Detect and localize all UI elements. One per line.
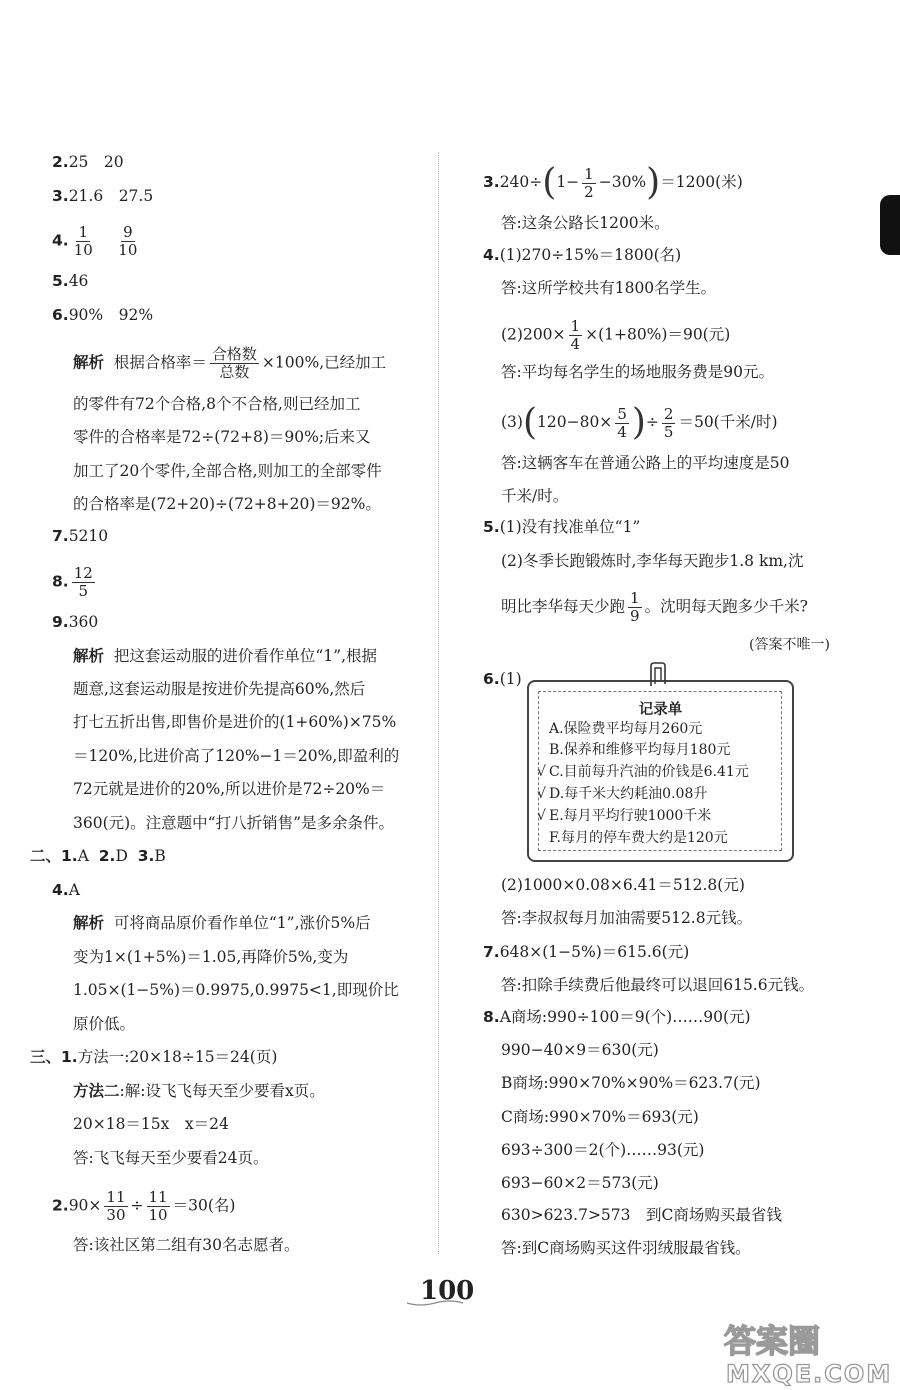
record-item: √ E.每月平均行驶1000千米 — [537, 808, 712, 824]
watermark-logo — [720, 1318, 898, 1388]
answer-sentence: 答:这条公路长1200米。 — [501, 214, 670, 232]
answer-sentence: 答:李叔叔每月加油需要512.8元钱。 — [501, 909, 753, 927]
answer-r5: 5.(1)没有找准单位“1” — [483, 518, 641, 536]
answer-6: 6.90% 92% — [52, 306, 154, 324]
problem-line: 明比李华每天少跑 $\frac{1}{9}$ 。沈明每天跑多少千米? — [501, 589, 808, 625]
fraction: $\frac{9}{10}$ — [118, 223, 138, 259]
answer-5: 5.46 — [52, 272, 89, 290]
analysis-6: 解析 根据合格率＝ $\frac{\text{合格数}}{\text{总数}}$ ×100%,已经加工 — [73, 345, 387, 381]
answer-r8: 8.A商场:990÷100＝9(个)……90(元) — [483, 1008, 751, 1026]
answer-r6: 6.(1) — [483, 670, 522, 688]
answer-8: 8. $\frac{12}{5}$ — [52, 564, 93, 600]
answer-3: 3.21.6 27.5 — [52, 187, 154, 205]
record-item: A.保险费平均每月260元 — [549, 721, 703, 737]
section-3-answer-2: 2.90× $\frac{11}{30}$ ÷ $\frac{11}{10}$ ＝30(名) — [52, 1188, 236, 1224]
answer-2-4: 4.A — [52, 881, 80, 899]
analysis-line: 72元就是进价的20%,所以进价是72÷20%＝ — [73, 780, 386, 798]
column-divider — [438, 152, 439, 1254]
record-card-title: 记录单 — [638, 702, 683, 718]
analysis-line: 零件的合格率是72÷(72+8)＝90%;后来又 — [73, 428, 371, 446]
analysis-line: 1.05×(1−5%)＝0.9975,0.9975<1,即现价比 — [73, 981, 399, 999]
svg-text:MXQE.COM: MXQE.COM — [726, 1360, 893, 1388]
fraction: $\frac{1}{9}$ — [630, 589, 640, 625]
answer-sentence: 答:该社区第二组有30名志愿者。 — [73, 1236, 300, 1254]
fraction: $\frac{1}{10}$ — [73, 223, 93, 259]
record-item: √ D.每千米大约耗油0.08升 — [537, 786, 708, 802]
answer-r3: 3.240÷(1− $\frac{1}{2}$ −30%)＝1200(米) — [483, 162, 743, 203]
record-card — [527, 680, 794, 862]
analysis-line: 打七五折出售,即售价是进价的(1+60%)×75% — [73, 713, 397, 731]
svg-text:答案圈: 答案圈 — [724, 1322, 821, 1360]
page-number-swash-icon — [405, 1298, 465, 1308]
analysis-2-4: 解析 可将商品原价看作单位“1”,涨价5%后 — [73, 914, 371, 932]
record-item: √ C.目前每升汽油的价钱是6.41元 — [537, 764, 749, 780]
answer-r6-2: (2)1000×0.08×6.41＝512.8(元) — [501, 876, 745, 894]
section-2-answers: 二、1.A 2.D 3.B — [30, 847, 166, 865]
analysis-9: 解析 把这套运动服的进价看作单位“1”,根据 — [73, 647, 378, 665]
analysis-line: 变为1×(1+5%)＝1.05,再降价5%,变为 — [73, 948, 349, 966]
analysis-line: 原价低。 — [73, 1015, 136, 1033]
fraction: $\frac{2}{5}$ — [663, 404, 674, 441]
equation-line: 20×18＝15x x＝24 — [73, 1115, 229, 1133]
answer-r4-2: (2)200× $\frac{1}{4}$ ×(1+80%)＝90(元) — [501, 317, 731, 353]
section-3-answer-1: 三、1.方法一:20×18÷15＝24(页) — [30, 1048, 278, 1066]
fraction: $\frac{11}{30}$ — [106, 1188, 126, 1224]
fraction: $\frac{\text{合格数}}{\text{总数}}$ — [211, 345, 257, 381]
answer-4: 4. $\frac{1}{10}$ $\frac{9}{10}$ — [52, 223, 138, 259]
answer-sentence: 答:飞飞每天至少要看24页。 — [73, 1149, 269, 1167]
analysis-line: 的零件有72个合格,8个不合格,则已经加工 — [73, 395, 361, 413]
answer-sentence: 答:这辆客车在普通公路上的平均速度是50 — [501, 454, 790, 472]
fraction: $\frac{1}{4}$ — [570, 317, 581, 353]
calc-line: 630>623.7>573 到C商场购买最省钱 — [501, 1206, 782, 1224]
answer-2: 2.25 20 — [52, 153, 124, 171]
analysis-line: 题意,这套运动服是按进价先提高60%,然后 — [73, 680, 366, 698]
scan-edge-blot — [880, 195, 900, 255]
analysis-line: 加工了20个零件,全部合格,则加工的全部零件 — [73, 462, 382, 480]
calc-line: 990−40×9＝630(元) — [501, 1041, 659, 1059]
calc-line: C商场:990×70%＝693(元) — [501, 1108, 699, 1126]
note-not-unique: (答案不唯一) — [749, 637, 830, 653]
method-2: 方法二:解:设飞飞每天至少要看x页。 — [73, 1082, 325, 1100]
calc-line: 693÷300＝2(个)……93(元) — [501, 1141, 705, 1159]
analysis-line: 360(元)。注意题中“打八折销售”是多余条件。 — [73, 814, 395, 832]
problem-line: (2)冬季长跑锻炼时,李华每天跑步1.8 km,沈 — [501, 552, 804, 570]
answer-r4-3: (3)(120−80× $\frac{5}{4}$ )÷ $\frac{2}{5}$ ＝50(千米/时) — [501, 402, 778, 443]
record-item: F.每月的停车费大约是120元 — [549, 830, 728, 846]
answer-sentence: 答:平均每名学生的场地服务费是90元。 — [501, 363, 774, 381]
answer-sentence: 答:到C商场购买这件羽绒服最省钱。 — [501, 1239, 751, 1257]
analysis-line: ＝120%,比进价高了120%−1＝20%,即盈利的 — [73, 747, 400, 765]
fraction: $\frac{12}{5}$ — [73, 564, 93, 600]
calc-line: B商场:990×70%×90%＝623.7(元) — [501, 1074, 761, 1092]
answer-r7: 7.648×(1−5%)＝615.6(元) — [483, 943, 690, 961]
analysis-line: 的合格率是(72+20)÷(72+8+20)＝92%。 — [73, 495, 381, 513]
record-item: B.保养和维修平均每月180元 — [549, 742, 731, 758]
fraction: $\frac{11}{10}$ — [148, 1188, 168, 1224]
calc-line: 693−60×2＝573(元) — [501, 1174, 659, 1192]
fraction: $\frac{5}{4}$ — [617, 404, 627, 441]
paper-clip-icon — [646, 662, 670, 688]
answer-r4: 4.(1)270÷15%＝1800(名) — [483, 246, 682, 264]
fraction: $\frac{1}{2}$ — [584, 164, 594, 201]
answer-9: 9.360 — [52, 613, 99, 631]
answer-7: 7.5210 — [52, 527, 109, 545]
answer-sentence: 答:扣除手续费后他最终可以退回615.6元钱。 — [501, 976, 815, 994]
answer-sentence: 千米/时。 — [501, 487, 569, 505]
page-number: 100 — [420, 1276, 475, 1306]
answer-sentence: 答:这所学校共有1800名学生。 — [501, 279, 717, 297]
